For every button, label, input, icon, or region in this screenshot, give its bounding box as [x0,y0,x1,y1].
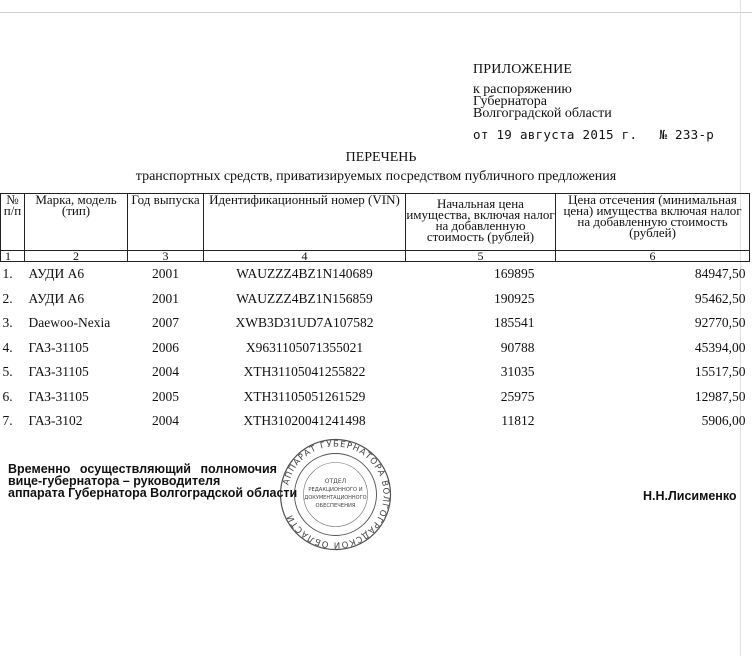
column-number: 6 [556,251,750,262]
table-column-numbers-row [1,251,750,262]
row-year: 2001 [152,266,179,282]
row-vin: XTH31020041241498 [243,413,366,429]
appendix-date: от 19 августа 2015 г. [473,127,638,142]
row-cutoff: 92770,50 [694,315,746,331]
table-header-row [1,194,750,251]
official-seal-stamp [278,437,393,552]
document-subtitle: транспортных средств, приватизируемых посредством публичного предложения [135,169,617,184]
appendix-title: ПРИЛОЖЕНИЕ [473,62,573,77]
row-price: 25975 [500,388,535,404]
row-year: 2004 [152,413,179,429]
row-brand: ГАЗ-31105 [28,364,89,380]
row-price: 90788 [500,339,535,355]
signatory-line-2: вице-губернатора – руководителя [8,474,221,488]
row-cutoff: 45394,00 [694,339,746,355]
row-num: 4. [2,339,13,355]
header-cutoff: Цена отсечения (минимальная цена) имущества включая налог на добавленную стоимость (рублей) [556,194,750,251]
row-vin: XTH31105041255822 [243,364,366,380]
signatory-position [8,463,297,499]
row-vin: XTH31105051261529 [243,388,366,404]
page-top-border [0,12,752,13]
row-cutoff: 95462,50 [694,290,746,306]
signatory-line-3: аппарата Губернатора Волгоградской области [8,486,298,500]
table-row [1,287,750,312]
table-row [1,311,750,336]
row-cutoff: 5906,00 [701,413,746,429]
row-vin: WAUZZZ4BZ1N140689 [236,266,373,282]
seal-inner-line-1: ОТДЕЛ [324,478,347,485]
appendix-date-line [473,127,714,142]
appendix-block [473,64,612,120]
row-year: 2004 [152,364,179,380]
appendix-line-1: к распоряжению [473,82,572,97]
row-cutoff: 84947,50 [694,266,746,282]
vehicles-table [0,193,750,434]
row-price: 190925 [494,290,535,306]
row-year: 2001 [152,290,179,306]
row-brand: АУДИ А6 [28,266,85,282]
row-year: 2007 [152,315,179,331]
row-num: 5. [2,364,13,380]
column-number: 5 [406,251,556,262]
header-year: Год выпуска [128,194,204,251]
seal-inner-line-3: ДОКУМЕНТАЦИОННОГО [304,495,367,501]
row-cutoff: 12987,50 [694,388,746,404]
seal-outer-text: АППАРАТ ГУБЕРНАТОРА ВОЛГОГРАДСКОЙ ОБЛАСТИ [281,439,391,550]
header-num: № п/п [1,194,25,251]
row-vin: WAUZZZ4BZ1N156859 [236,290,373,306]
row-num: 1. [2,266,13,282]
seal-inner-line-2: РЕДАКЦИОННОГО И [308,487,363,493]
row-price: 185541 [494,315,535,331]
table-row [1,385,750,410]
row-num: 2. [2,290,13,306]
header-vin: Идентификационный номер (VIN) [204,194,406,251]
column-number: 1 [1,251,25,262]
row-num: 7. [2,413,13,429]
row-brand: ГАЗ-31105 [28,339,89,355]
table-row [1,336,750,361]
row-num: 3. [2,315,13,331]
table-row [1,360,750,385]
column-number: 2 [25,251,128,262]
appendix-line-3: Волгоградской области [473,106,612,121]
table-row [1,262,750,287]
appendix-line-2: Губернатора [473,94,548,109]
row-brand: ГАЗ-3102 [28,413,83,429]
row-brand: АУДИ А6 [28,290,85,306]
signatory-name: Н.Н.Лисименко [643,489,737,503]
seal-inner-line-4: ОБЕСПЕЧЕНИЯ [315,503,356,509]
row-year: 2006 [152,339,179,355]
header-price: Начальная цена имущества, включая налог на добавленную стоимость (рублей) [406,194,556,251]
row-price: 169895 [494,266,535,282]
document-heading [0,150,752,185]
row-num: 6. [2,388,13,404]
column-number: 3 [128,251,204,262]
column-number: 4 [204,251,406,262]
appendix-number: № 233-р [659,127,715,142]
row-brand: ГАЗ-31105 [28,388,89,404]
header-brand: Марка, модель (тип) [25,194,128,251]
row-year: 2005 [152,388,179,404]
signatory-line-1: Временно осуществляющий полномочия [8,462,277,476]
table-row [1,409,750,434]
row-price: 31035 [500,364,535,380]
row-vin: X9631105071355021 [245,339,364,355]
row-brand: Daewoo-Nexia [28,315,111,331]
row-vin: XWB3D31UD7A107582 [235,315,374,331]
row-price: 11812 [501,413,535,429]
row-cutoff: 15517,50 [694,364,746,380]
document-title: ПЕРЕЧЕНЬ [345,150,417,165]
